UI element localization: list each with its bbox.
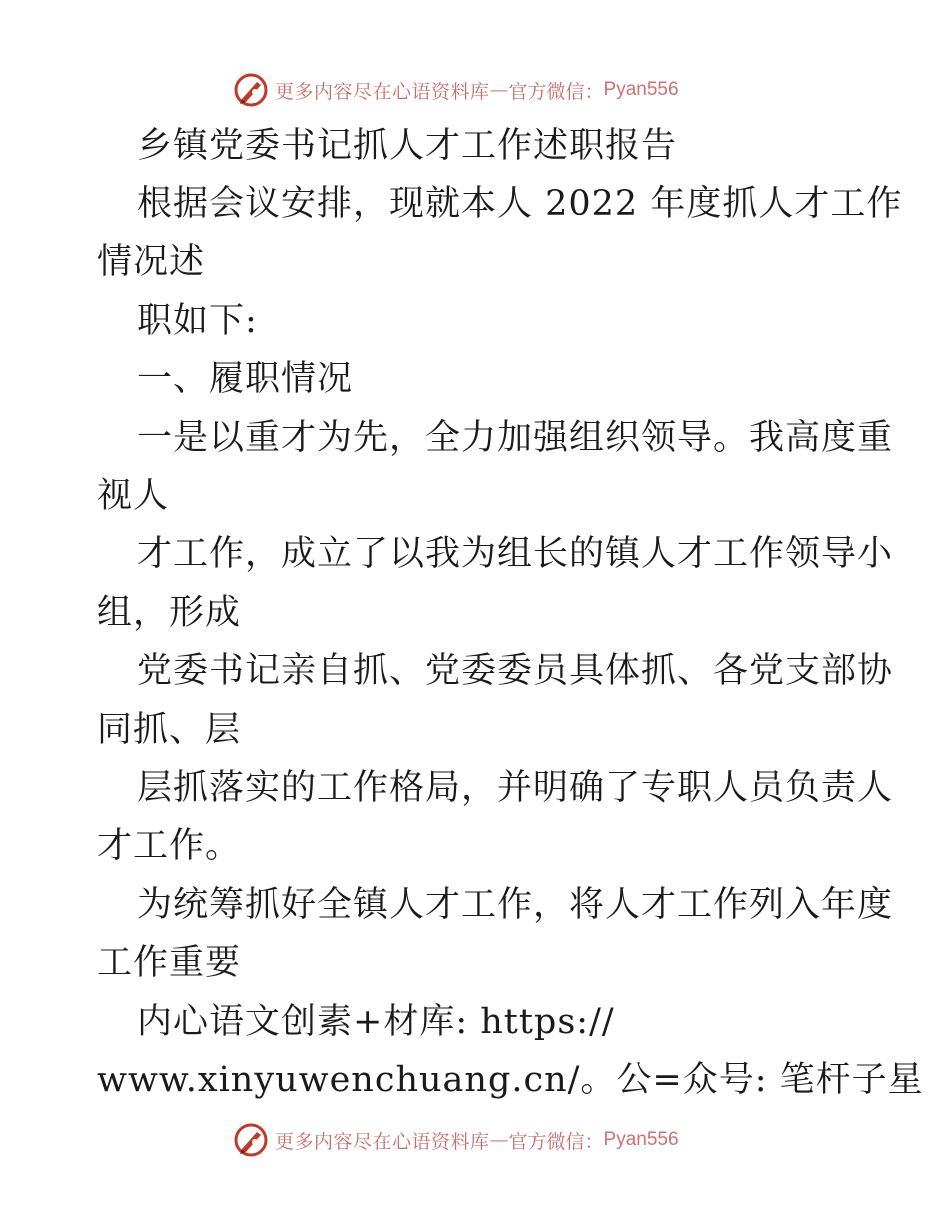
promo-line: www.xinyuwenchuang.cn/。公=众号: 笔杆子星 (97, 1060, 924, 1100)
pen-logo-icon (233, 72, 269, 108)
body-line: 才工作。 (97, 826, 242, 866)
watermark-separator: — (489, 79, 509, 101)
watermark-wechat-id: Pyan556 (603, 79, 679, 100)
body-line: 一是以重才为先，全力加强组织领导。我高度重 (137, 418, 894, 458)
document-title: 乡镇党委书记抓人才工作述职报告 (137, 126, 678, 166)
body-line: 才工作，成立了以我为组长的镇人才工作领导小 (137, 534, 894, 574)
watermark-wechat-label: 官方微信： (508, 80, 604, 103)
body-line: 根据会议安排，现就本人 2022 年度抓人才工作 (137, 184, 903, 224)
watermark-wechat-id: Pyan556 (603, 1129, 679, 1150)
body-line: 视人 (97, 476, 170, 516)
watermark-wechat-label: 官方微信： (508, 1130, 604, 1153)
body-line: 同抓、层 (97, 710, 242, 750)
promo-line: 内心语文创素+材库: https:// (137, 1002, 615, 1042)
body-line: 层抓落实的工作格局，并明确了专职人员负责人 (137, 768, 894, 808)
watermark-text: 更多内容尽在心语资料库 (275, 80, 490, 103)
body-line: 情况述 (97, 242, 206, 282)
section-heading: 一、履职情况 (137, 359, 354, 399)
body-line: 为统筹抓好全镇人才工作，将人才工作列入年度 (137, 885, 894, 925)
body-line: 组，形成 (97, 593, 242, 633)
body-line: 党委书记亲自抓、党委委员具体抓、各党支部协 (137, 651, 894, 691)
pen-logo-icon (233, 1122, 269, 1158)
watermark-text: 更多内容尽在心语资料库 (275, 1130, 490, 1153)
watermark-banner-top (233, 70, 679, 110)
watermark-banner-bottom (233, 1120, 679, 1160)
body-line: 职如下: (137, 301, 258, 341)
watermark-separator: — (489, 1129, 509, 1151)
body-line: 工作重要 (97, 943, 242, 983)
